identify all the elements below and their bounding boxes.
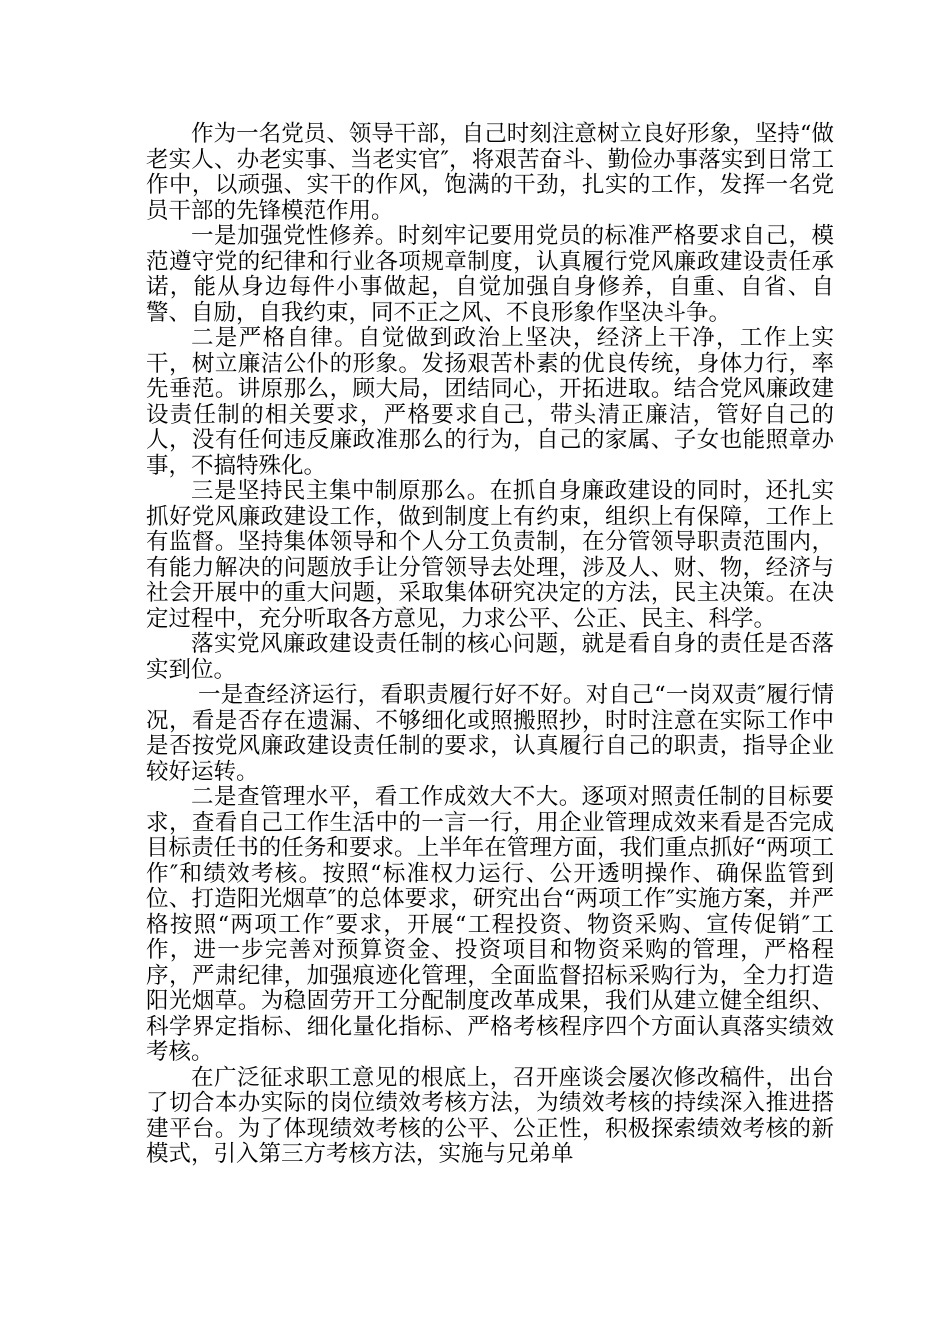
paragraph-1: 作为一名党员、领导干部，自己时刻注意树立良好形象，坚持“做老实人、办老实事、当老实官″，将艰苦奋斗、勤俭办事落实到日常工作中，以顽强、实干的作风，饱满的干劲，扎实的工作，发挥一名党员干部的先锋模范作用。 bbox=[146, 121, 834, 224]
document-page bbox=[146, 122, 834, 1168]
paragraph-8: 在广泛征求职工意见的根底上，召开座谈会屡次修改稿件，出台了切合本办实际的岗位绩效考核方法，为绩效考核的持续深入推进搭建平台。为了体现绩效考核的公平、公正性，积极探索绩效考核的新模式，引入第三方考核方法，实施与兄弟单 bbox=[146, 1064, 834, 1167]
paragraph-6: 一是查经济运行，看职责履行好不好。对自己“一岗双责″履行情况，看是否存在遗漏、不够细化或照搬照抄，时时注意在实际工作中是否按党风廉政建设责任制的要求，认真履行自己的职责，指导企业较好运转。 bbox=[146, 682, 834, 785]
paragraph-3: 二是严格自律。自觉做到政治上坚决，经济上干净，工作上实干，树立廉洁公仆的形象。发扬艰苦朴素的优良传统，身体力行，率先垂范。讲原那么，顾大局，团结同心，开拓进取。结合党风廉政建设责任制的相关要求，严格要求自己，带头清正廉洁，管好自己的人，没有任何违反廉政准那么的行为，自己的家属、子女也能照章办事，不搞特殊化。 bbox=[146, 325, 834, 479]
paragraph-5: 落实党风廉政建设责任制的核心问题，就是看自身的责任是否落实到位。 bbox=[146, 631, 834, 683]
paragraph-2: 一是加强党性修养。时刻牢记要用党员的标准严格要求自己，模范遵守党的纪律和行业各项规章制度，认真履行党风廉政建设责任承诺，能从身边每件小事做起，自觉加强自身修养，自重、自省、自警、自励，自我约束，同不正之风、不良形象作坚决斗争。 bbox=[146, 223, 834, 326]
paragraph-4: 三是坚持民主集中制原那么。在抓自身廉政建设的同时，还扎实抓好党风廉政建设工作，做到制度上有约束，组织上有保障，工作上有监督。坚持集体领导和个人分工负责制，在分管领导职责范围内，有能力解决的问题放手让分管领导去处理，涉及人、财、物，经济与社会开展中的重大问题，采取集体研究决定的方法，民主决策。在决定过程中，充分听取各方意见，力求公平、公正、民主、科学。 bbox=[146, 478, 834, 632]
paragraph-7: 二是查管理水平，看工作成效大不大。逐项对照责任制的目标要求，查看自己工作生活中的一言一行，用企业管理成效来看是否完成目标责任书的任务和要求。上半年在管理方面，我们重点抓好“两项工作″和绩效考核。按照“标准权力运行、公开透明操作、确保监管到位、打造阳光烟草″的总体要求，研究出台“两项工作″实施方案，并严格按照“两项工作″要求，开展“工程投资、物资采购、宣传促销″工作，进一步完善对预算资金、投资项目和物资采购的管理，严格程序，严肃纪律，加强痕迹化管理，全面监督招标采购行为，全力打造阳光烟草。为稳固劳开工分配制度改革成果，我们从建立健全组织、科学界定指标、细化量化指标、严格考核程序四个方面认真落实绩效考核。 bbox=[146, 784, 834, 1065]
